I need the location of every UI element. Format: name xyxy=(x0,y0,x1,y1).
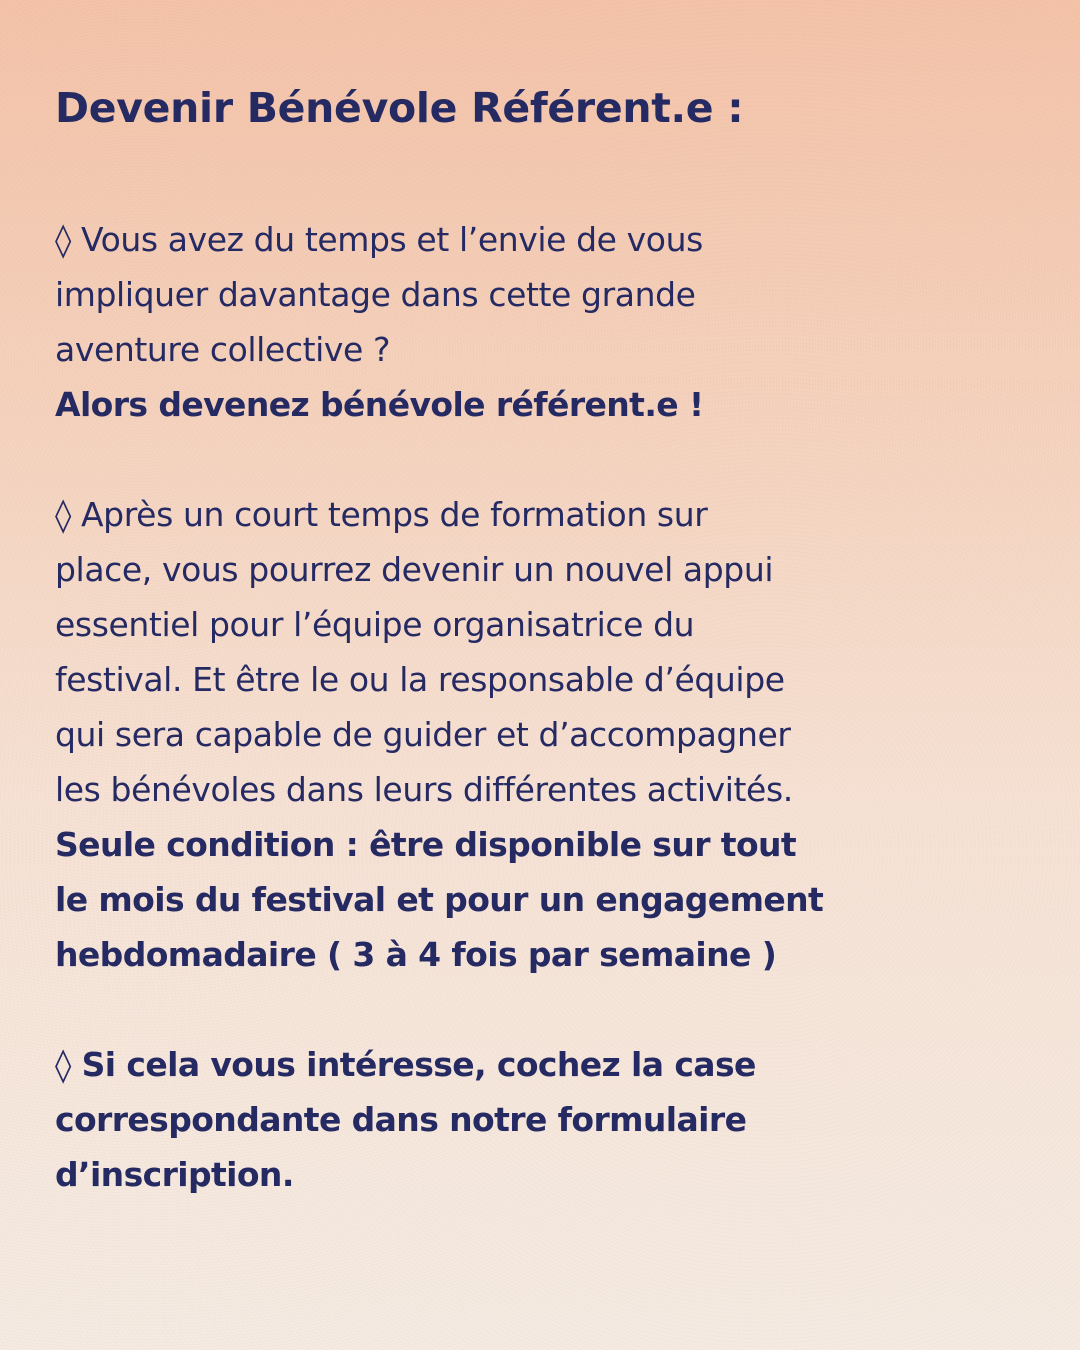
emphasis-line: correspondante dans notre formulaire xyxy=(55,1100,747,1139)
volunteer-info-panel xyxy=(55,78,1035,1257)
text-line: ◊ Après un court temps de formation sur xyxy=(55,495,708,534)
text-line: qui sera capable de guider et d’accompagner xyxy=(55,715,791,754)
emphasis-line: Seule condition : être disponible sur tout xyxy=(55,825,797,864)
text-line: impliquer davantage dans cette grande xyxy=(55,275,696,314)
emphasis-line: Alors devenez bénévole référent.e ! xyxy=(55,385,704,424)
paragraph-call-to-action xyxy=(55,1037,1035,1202)
paragraph-role-description xyxy=(55,487,1035,982)
page-title: Devenir Bénévole Référent.e : xyxy=(55,84,744,132)
paragraph-intro xyxy=(55,212,1035,432)
text-line: essentiel pour l’équipe organisatrice du xyxy=(55,605,695,644)
emphasis-line: hebdomadaire ( 3 à 4 fois par semaine ) xyxy=(55,935,777,974)
text-line: les bénévoles dans leurs différentes activités. xyxy=(55,770,793,809)
emphasis-line: le mois du festival et pour un engagement xyxy=(55,880,824,919)
text-line: ◊ Vous avez du temps et l’envie de vous xyxy=(55,220,703,259)
text-line: place, vous pourrez devenir un nouvel appui xyxy=(55,550,774,589)
emphasis-line: ◊ Si cela vous intéresse, cochez la case xyxy=(55,1045,756,1084)
emphasis-line: d’inscription. xyxy=(55,1155,294,1194)
text-line: aventure collective ? xyxy=(55,330,391,369)
text-line: festival. Et être le ou la responsable d’équipe xyxy=(55,660,785,699)
